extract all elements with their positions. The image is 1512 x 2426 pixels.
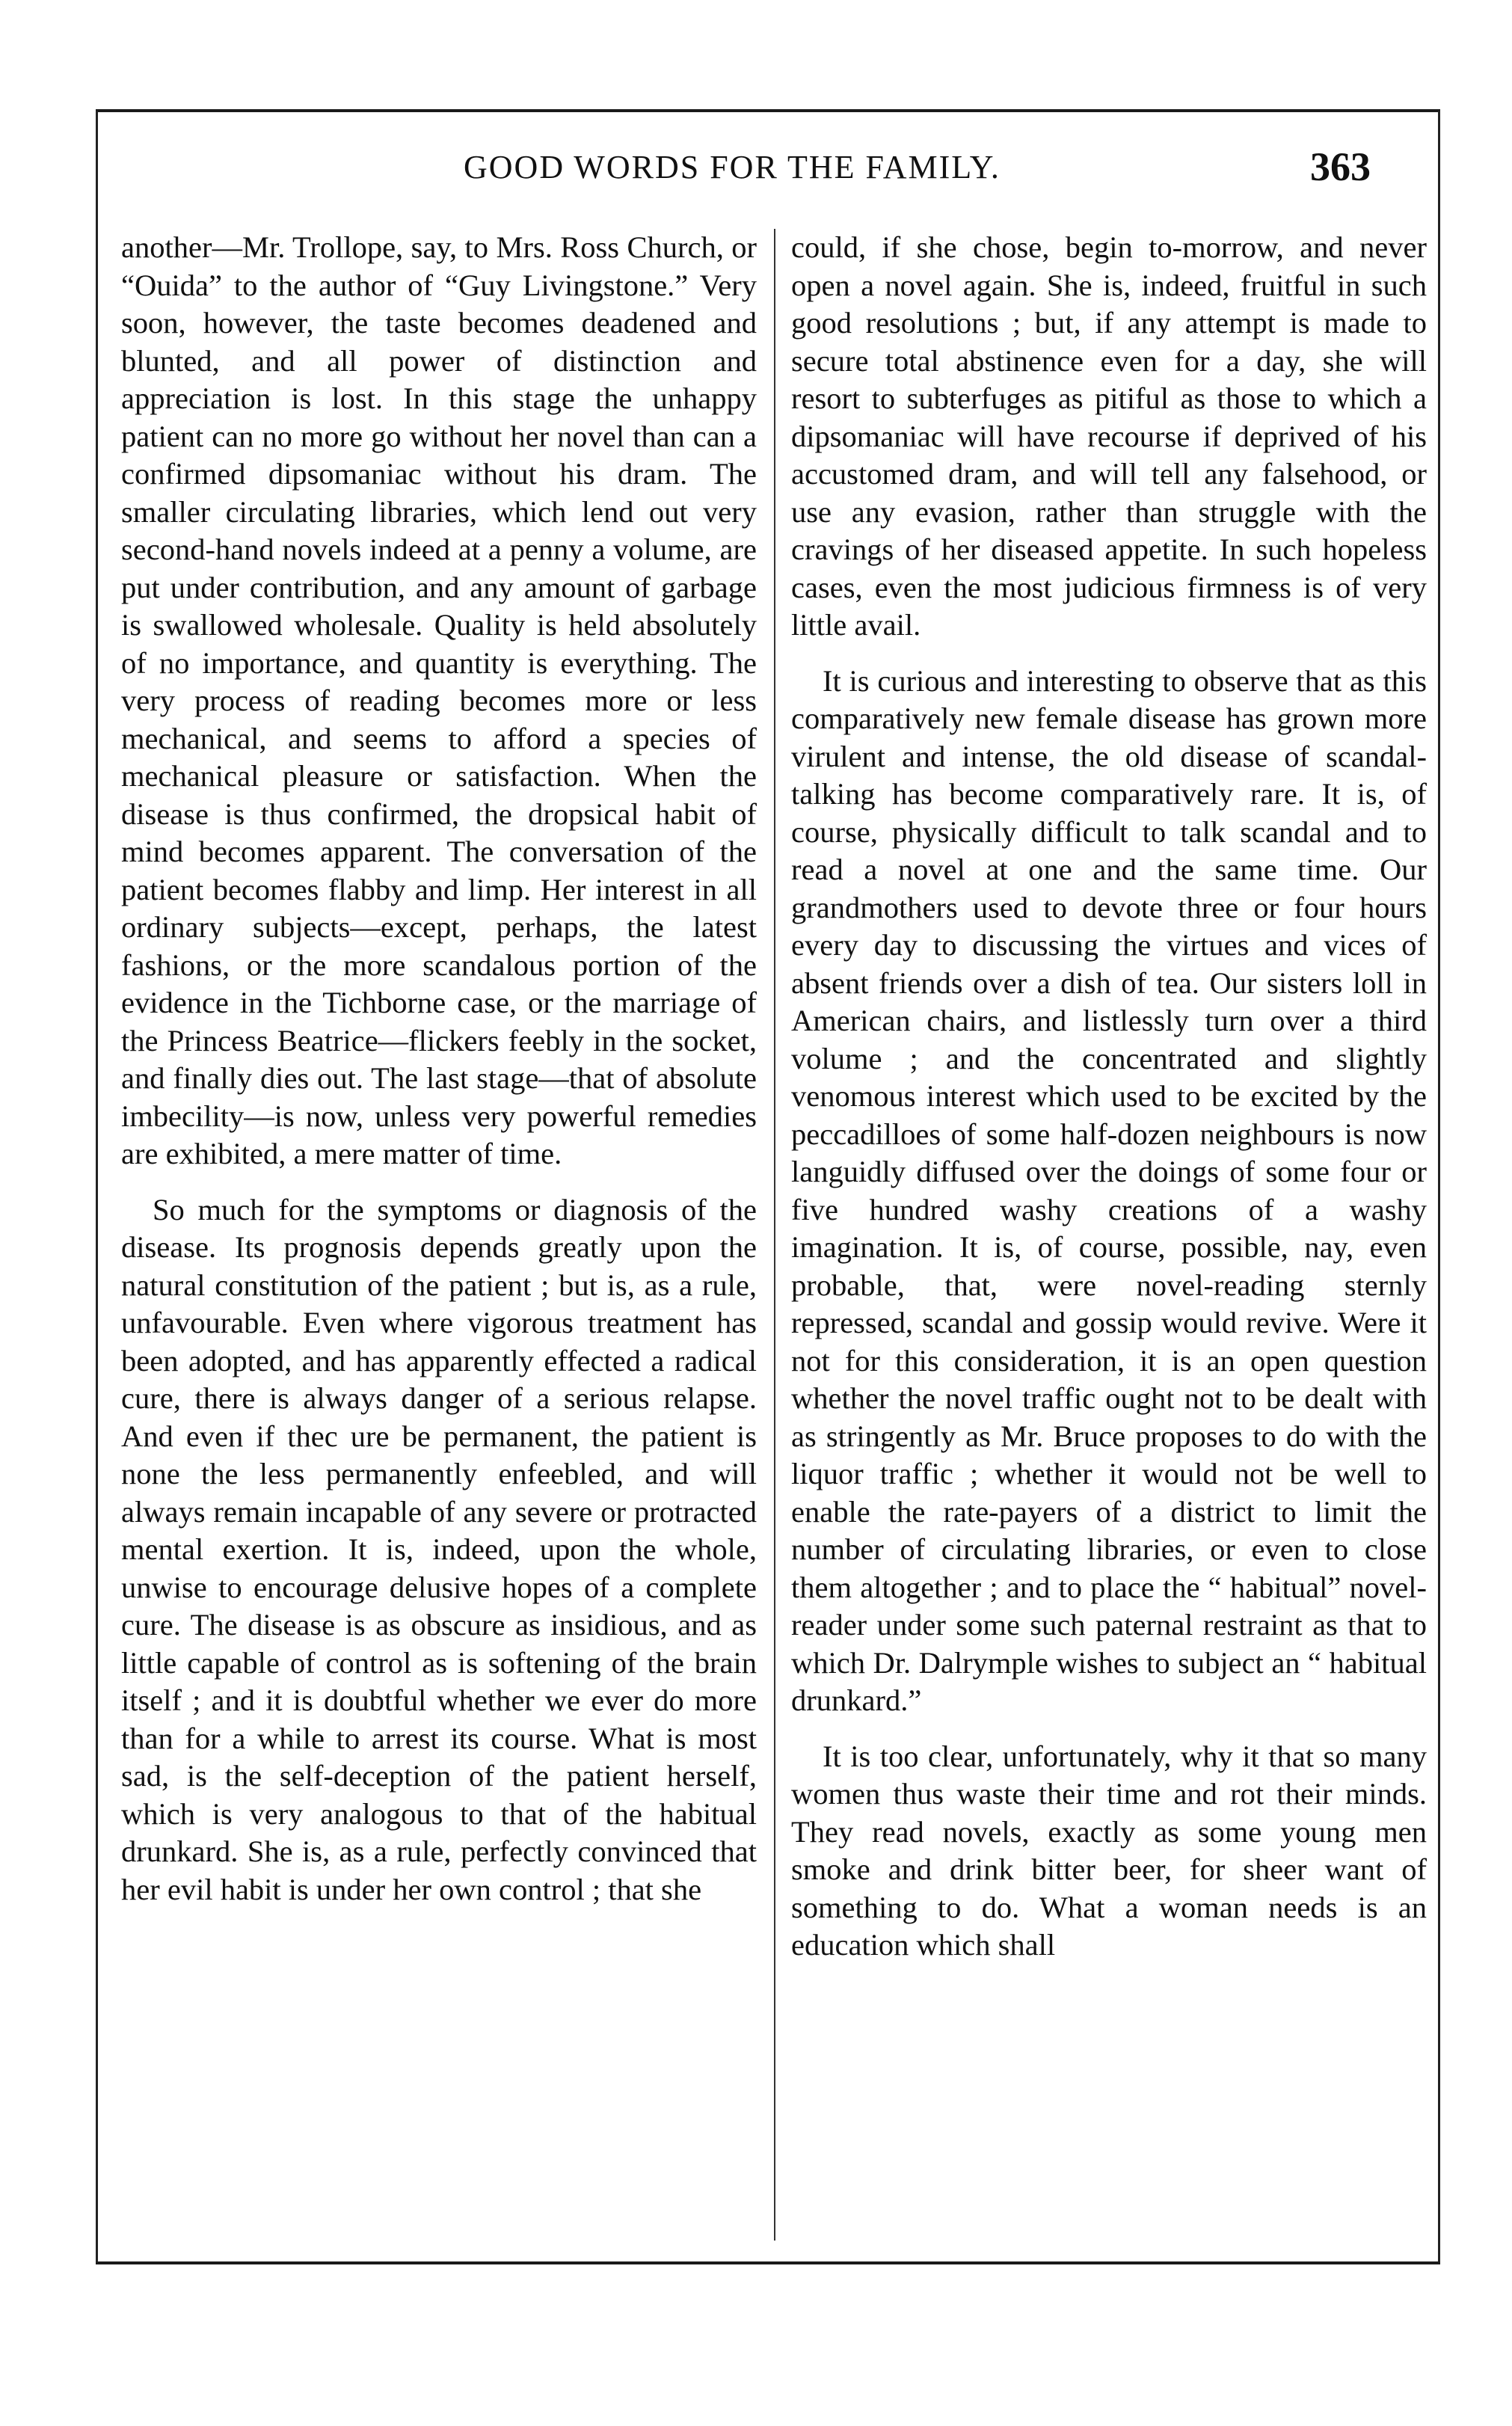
paragraph: It is too clear, unfortunately, why it that so many women thus waste their time and rot their minds. They read novels, exactly as some young men smoke and drink bitter beer, for sheer want of something to do. What a woman needs is an education which shall xyxy=(791,1739,1427,1962)
left-column xyxy=(121,229,757,2248)
bottom-rule xyxy=(96,2261,1440,2264)
paragraph: It is curious and interesting to observe that as this comparatively new female disease has grown more virulent and intense, the old disease of scandal-talking has become comparatively rare. It is, of course, physically difficult to talk scandal and to read a novel at one and the same time. Our grandmothers used to devote three or four hours every day to discussing the virtues and vices of absent friends over a dish of tea. Our sisters loll in American chairs, and listlessly turn over a third volume ; and the concentrated and slightly venomous interest which used to be excited by the peccadilloes of some half-dozen neighbours is now languidly diffused over the doings of some four or five hundred washy creations of a washy imagination. It is, of course, possible, nay, even probable, that, were novel-reading sternly repressed, scandal and gossip would revive. Were it not for this consideration, it is an open question whether the novel traffic ought not to be dealt with as stringently as Mr. Bruce proposes to do with the liquor traffic ; whether it would not be well to enable the rate-payers of a district to limit the number of circulating libraries, or even to close them altogether ; and to place the “ habitual” novel-reader under some such paternal restraint as that to which Dr. Dalrymple wishes to subject an “ habitual drunkard.” xyxy=(791,663,1427,1717)
page-number: 363 xyxy=(1310,144,1371,189)
paragraph: So much for the symptoms or diagnosis of the disease. Its prognosis depends greatly upon the natural constitution of the patient ; but is, as a rule, unfavourable. Even where vigorous treatment has been adopted, and has apparently effected a radical cure, there is always danger of a serious relapse. And even if thec ure be permanent, the patient is none the less permanently enfeebled, and will always remain incapable of any severe or protracted mental exertion. It is, indeed, upon the whole, unwise to encourage delusive hopes of a complete cure. The disease is as obscure as insidious, and as little capable of control as is softening of the brain itself ; and it is doubtful whether we ever do more than for a while to arrest its course. What is most sad, is the self-deception of the patient herself, which is very analogous to that of the habitual drunkard. She is, as a rule, perfectly convinced that her evil habit is under her own control ; that she xyxy=(121,1192,757,1906)
right-column xyxy=(791,229,1427,2248)
running-title: GOOD WORDS FOR THE FAMILY. xyxy=(464,149,1001,185)
column-divider xyxy=(774,229,775,2241)
paragraph: could, if she chose, begin to-morrow, and never open a novel again. She is, indeed, fruitful in such good resolutions ; but, if any attempt is made to secure total abstinence even for a day, she will resort to subterfuges as pitiful as those to which a dipsomaniac will have recourse if deprived of his accustomed dram, and will tell any falsehood, or use any evasion, rather than struggle with the cravings of her diseased appetite. In such hopeless cases, even the most judicious firmness is of very little avail. xyxy=(791,230,1427,642)
paragraph: another—Mr. Trollope, say, to Mrs. Ross Church, or “Ouida” to the author of “Guy Livingstone.” Very soon, however, the taste becomes deadened and blunted, and all power of distinction and appreciation is lost. In this stage the unhappy patient can no more go without her novel than can a confirmed dipsomaniac without his dram. The smaller circulating libraries, which lend out very second-hand novels indeed at a penny a volume, are put under contribution, and any amount of garbage is swallowed wholesale. Quality is held absolutely of no importance, and quantity is everything. The very process of reading becomes more or less mechanical, and seems to afford a species of mechanical pleasure or satisfaction. When the disease is thus confirmed, the dropsical habit of mind becomes apparent. The conversation of the patient becomes flabby and limp. Her interest in all ordinary subjects—except, perhaps, the latest fashions, or the more scandalous portion of the evidence in the Tichborne case, or the marriage of the Princess Beatrice—flickers feebly in the socket, and finally dies out. The last stage—that of absolute imbecility—is now, unless very powerful remedies are exhibited, a mere matter of time. xyxy=(121,230,757,1170)
